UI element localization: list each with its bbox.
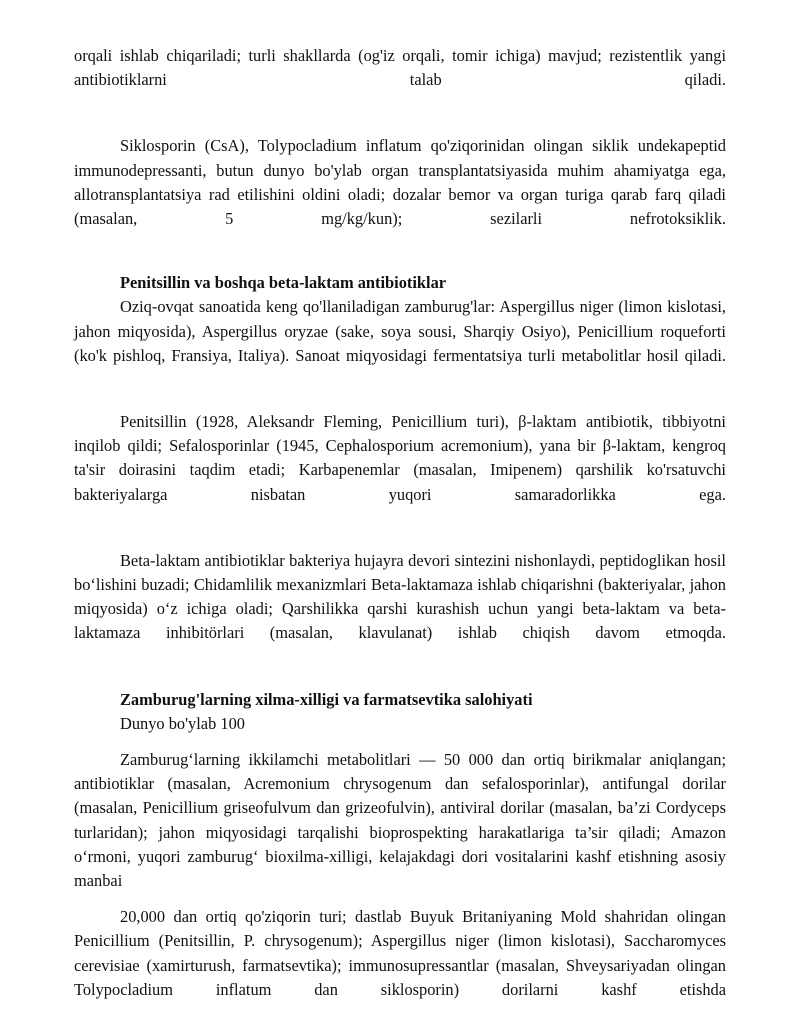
paragraph-ikkilamchi-metabolitlar: Zamburug‘larning ikkilamchi metabolitlari — 50 000 dan ortiq birikmalar aniqlangan; antibiotiklar (masalan, Acremonium chrysogenum dan sefalosporinlar), antifungal dorilar (masalan, Penicillium griseofulvum dan grizeofulvin), antiviral dorilar (masalan, ba’zi Cordyceps turlaridan); jahon miqyosidagi tarqalishi bioprospekting harakatlariga ta’sir qiladi; Amazon o‘rmoni, yuqori zamburug‘ bioxilma-xilligi, kelajakdagi dori vositalarini kashf etishning asosiy manbai [74,750,726,891]
paragraph-rezistentlik: orqali ishlab chiqariladi; turli shakllarda (og'iz orqali, tomir ichiga) mavjud; rezistentlik yangi antibiotiklarni talab qiladi. [74,46,726,90]
subheading-dunyo: Dunyo bo'ylab 100 [120,713,245,733]
paragraph-siklosporin: Siklosporin (CsA), Tolypocladium inflatum qo'ziqorinidan olingan siklik undekapeptid immunodepressanti, butun dunyo bo'ylab organ transplantatsiyasida muhim ahamiyatga ega, allotransplantatsiya rad etilishini oldini oladi; dozalar bemor va organ turiga qarab farq qiladi (masalan, 5 mg/kg/kun); sezilarli nefrotoksiklik. [74,136,726,229]
section-heading-penitsillin: Penitsillin va boshqa beta-laktam antibiotiklar [120,273,447,293]
paragraph-oziq-ovqat: Oziq-ovqat sanoatida keng qo'llaniladigan zamburug'lar: Aspergillus niger (limon kislotasi, jahon miqyosida), Aspergillus oryzae (sake, soya sousi, Sharqiy Osiyo), Penicillium roqueforti (ko'k pishloq, Fransiya, Italiya). Sanoat miqyosidagi fermentatsiya turli metabolitlar hosil qiladi. [74,297,726,365]
document-page [74,44,726,1002]
paragraph-beta-laktam: Beta-laktam antibiotiklar bakteriya hujayra devori sintezini nishonlaydi, peptidoglikan hosil bo‘lishini buzadi; Chidamlilik mexanizmlari Beta-laktamaza ishlab chiqarishni (bakteriyalar, jahon miqyosida) o‘z ichiga oladi; Qarshilikka qarshi kurashish uchun yangi beta-laktam va beta-laktamaza inhibitörlari (masalan, klavulanat) ishlab chiqish davom etmoqda. [74,550,726,643]
section-heading-zamburuglar: Zamburug'larning xilma-xilligi va farmatsevtika salohiyati [120,689,533,709]
paragraph-qoziqorin-turi: 20,000 dan ortiq qo'ziqorin turi; dastlab Buyuk Britaniyaning Mold shahridan olingan Penicillium (Penitsillin, P. chrysogenum); Aspergillus niger (limon kislotasi), Saccharomyces cerevisiae (xamirturush, farmatsevtika); immunosupressantlar (masalan, Shveysariyadan olingan Tolypocladium inflatum dan siklosporin) dorilarni kashf etishda [74,907,726,999]
paragraph-penitsillin-1928: Penitsillin (1928, Aleksandr Fleming, Penicillium turi), β-laktam antibiotik, tibbiyotni inqilob qildi; Sefalosporinlar (1945, Cephalosporium acremonium), yana bir β-laktam, kengroq ta'sir doirasini taqdim etadi; Karbapenemlar (masalan, Imipenem) qarshilik ko'rsatuvchi bakteriyalarga nisbatan yuqori samaradorlikka ega. [74,412,726,504]
